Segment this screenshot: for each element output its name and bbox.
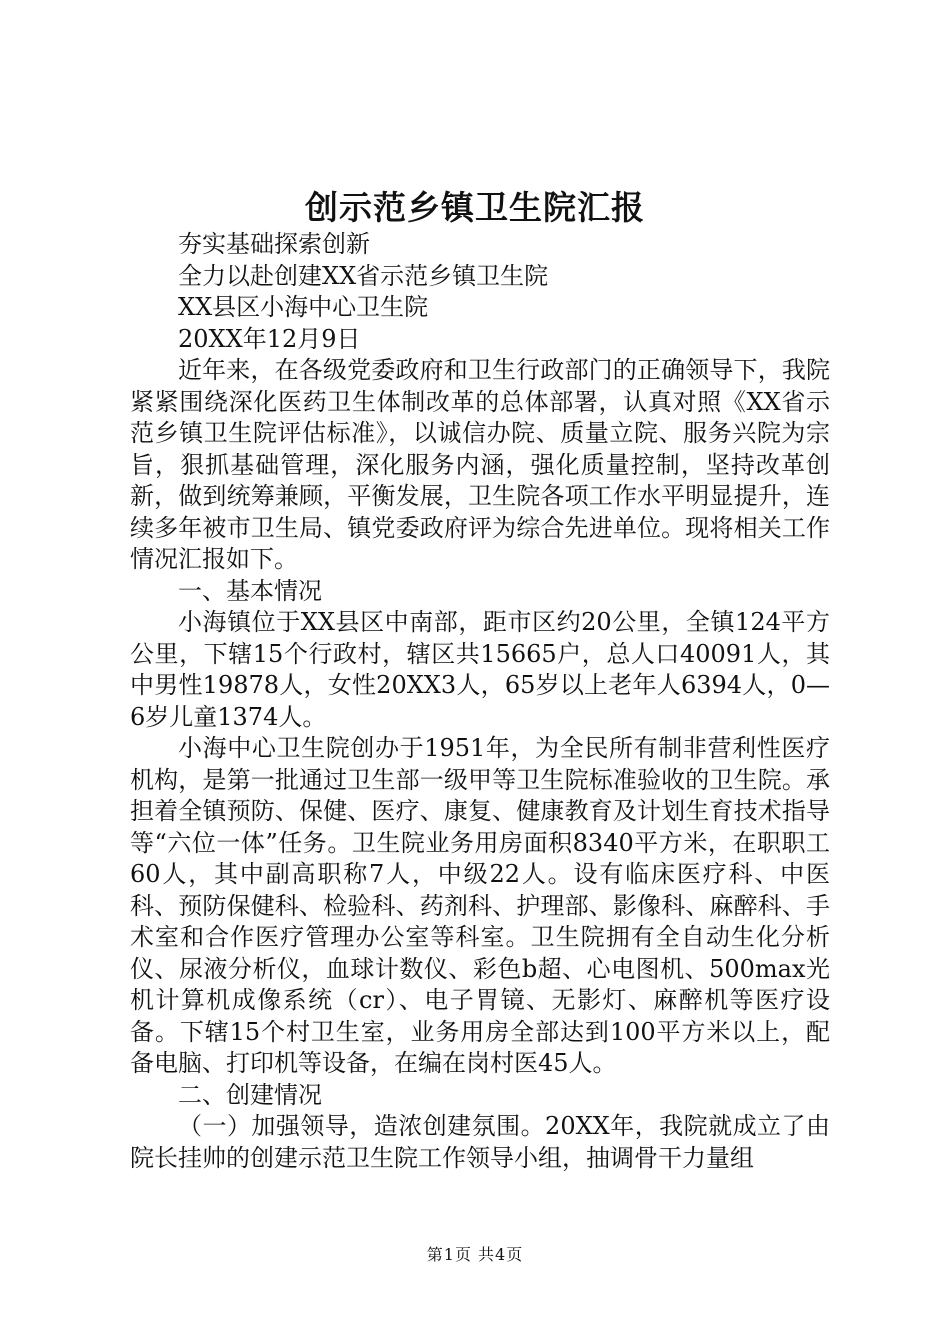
body-paragraph: （一）加强领导，造浓创建氛围。20XX年，我院就成立了由院长挂帅的创建示范卫生院工作领导小组，抽调骨干力量组 (130, 1112, 830, 1172)
body-paragraph: 小海镇位于XX县区中南部，距市区约20公里，全镇124平方公里，下辖15个行政村，辖区共15665户，总人口40091人，其中男性19878人，女性20XX3人，65岁以上老年人6394人，0—6岁儿童1374人。 (130, 608, 830, 731)
page-number-footer: 第1页 共4页 (426, 1245, 524, 1264)
body-paragraph: 小海中心卫生院创办于1951年，为全民所有制非营利性医疗机构，是第一批通过卫生部一级甲等卫生院标准验收的卫生院。承担着全镇预防、保健、医疗、康复、健康教育及计划生育技术指导等“六位一体”任务。卫生院业务用房面积8340平方米，在职职工60人，其中副高职称7人，中级22人。设有临床医疗科、中医科、预防保健科、检验科、药剂科、护理部、影像科、麻醉科、手术室和合作医疗管理办公室等科室。卫生院拥有全自动生化分析仪、尿液分析仪，血球计数仪、彩色b超、心电图机、500max光机计算机成像系统（cr）、电子胃镜、无影灯、麻醉机等医疗设备。下辖15个村卫生室，业务用房全部达到100平方米以上，配备电脑、打印机等设备，在编在岗村医45人。 (130, 734, 830, 1077)
document-title: 创示范乡镇卫生院汇报 (305, 188, 645, 227)
intro-paragraph: 近年来，在各级党委政府和卫生行政部门的正确领导下，我院紧紧围绕深化医药卫生体制改革的总体部署，认真对照《XX省示范乡镇卫生院评估标准》，以诚信办院、质量立院、服务兴院为宗旨，狠抓基础管理，深化服务内涵，强化质量控制，坚持改革创新，做到统筹兼顾，平衡发展，卫生院各项工作水平明显提升，连续多年被市卫生局、镇党委政府评为综合先进单位。现将相关工作情况汇报如下。 (130, 356, 830, 573)
section-heading: 一、基本情况 (178, 576, 322, 605)
author-line: XX县区小海中心卫生院 (178, 293, 429, 321)
document-body (130, 229, 830, 1174)
subtitle-line: 全力以赴创建XX省示范乡镇卫生院 (178, 261, 549, 290)
subtitle-line: 夯实基础探索创新 (178, 230, 370, 258)
section-heading: 二、创建情况 (178, 1080, 322, 1109)
date-line: 20XX年12月9日 (178, 324, 361, 353)
